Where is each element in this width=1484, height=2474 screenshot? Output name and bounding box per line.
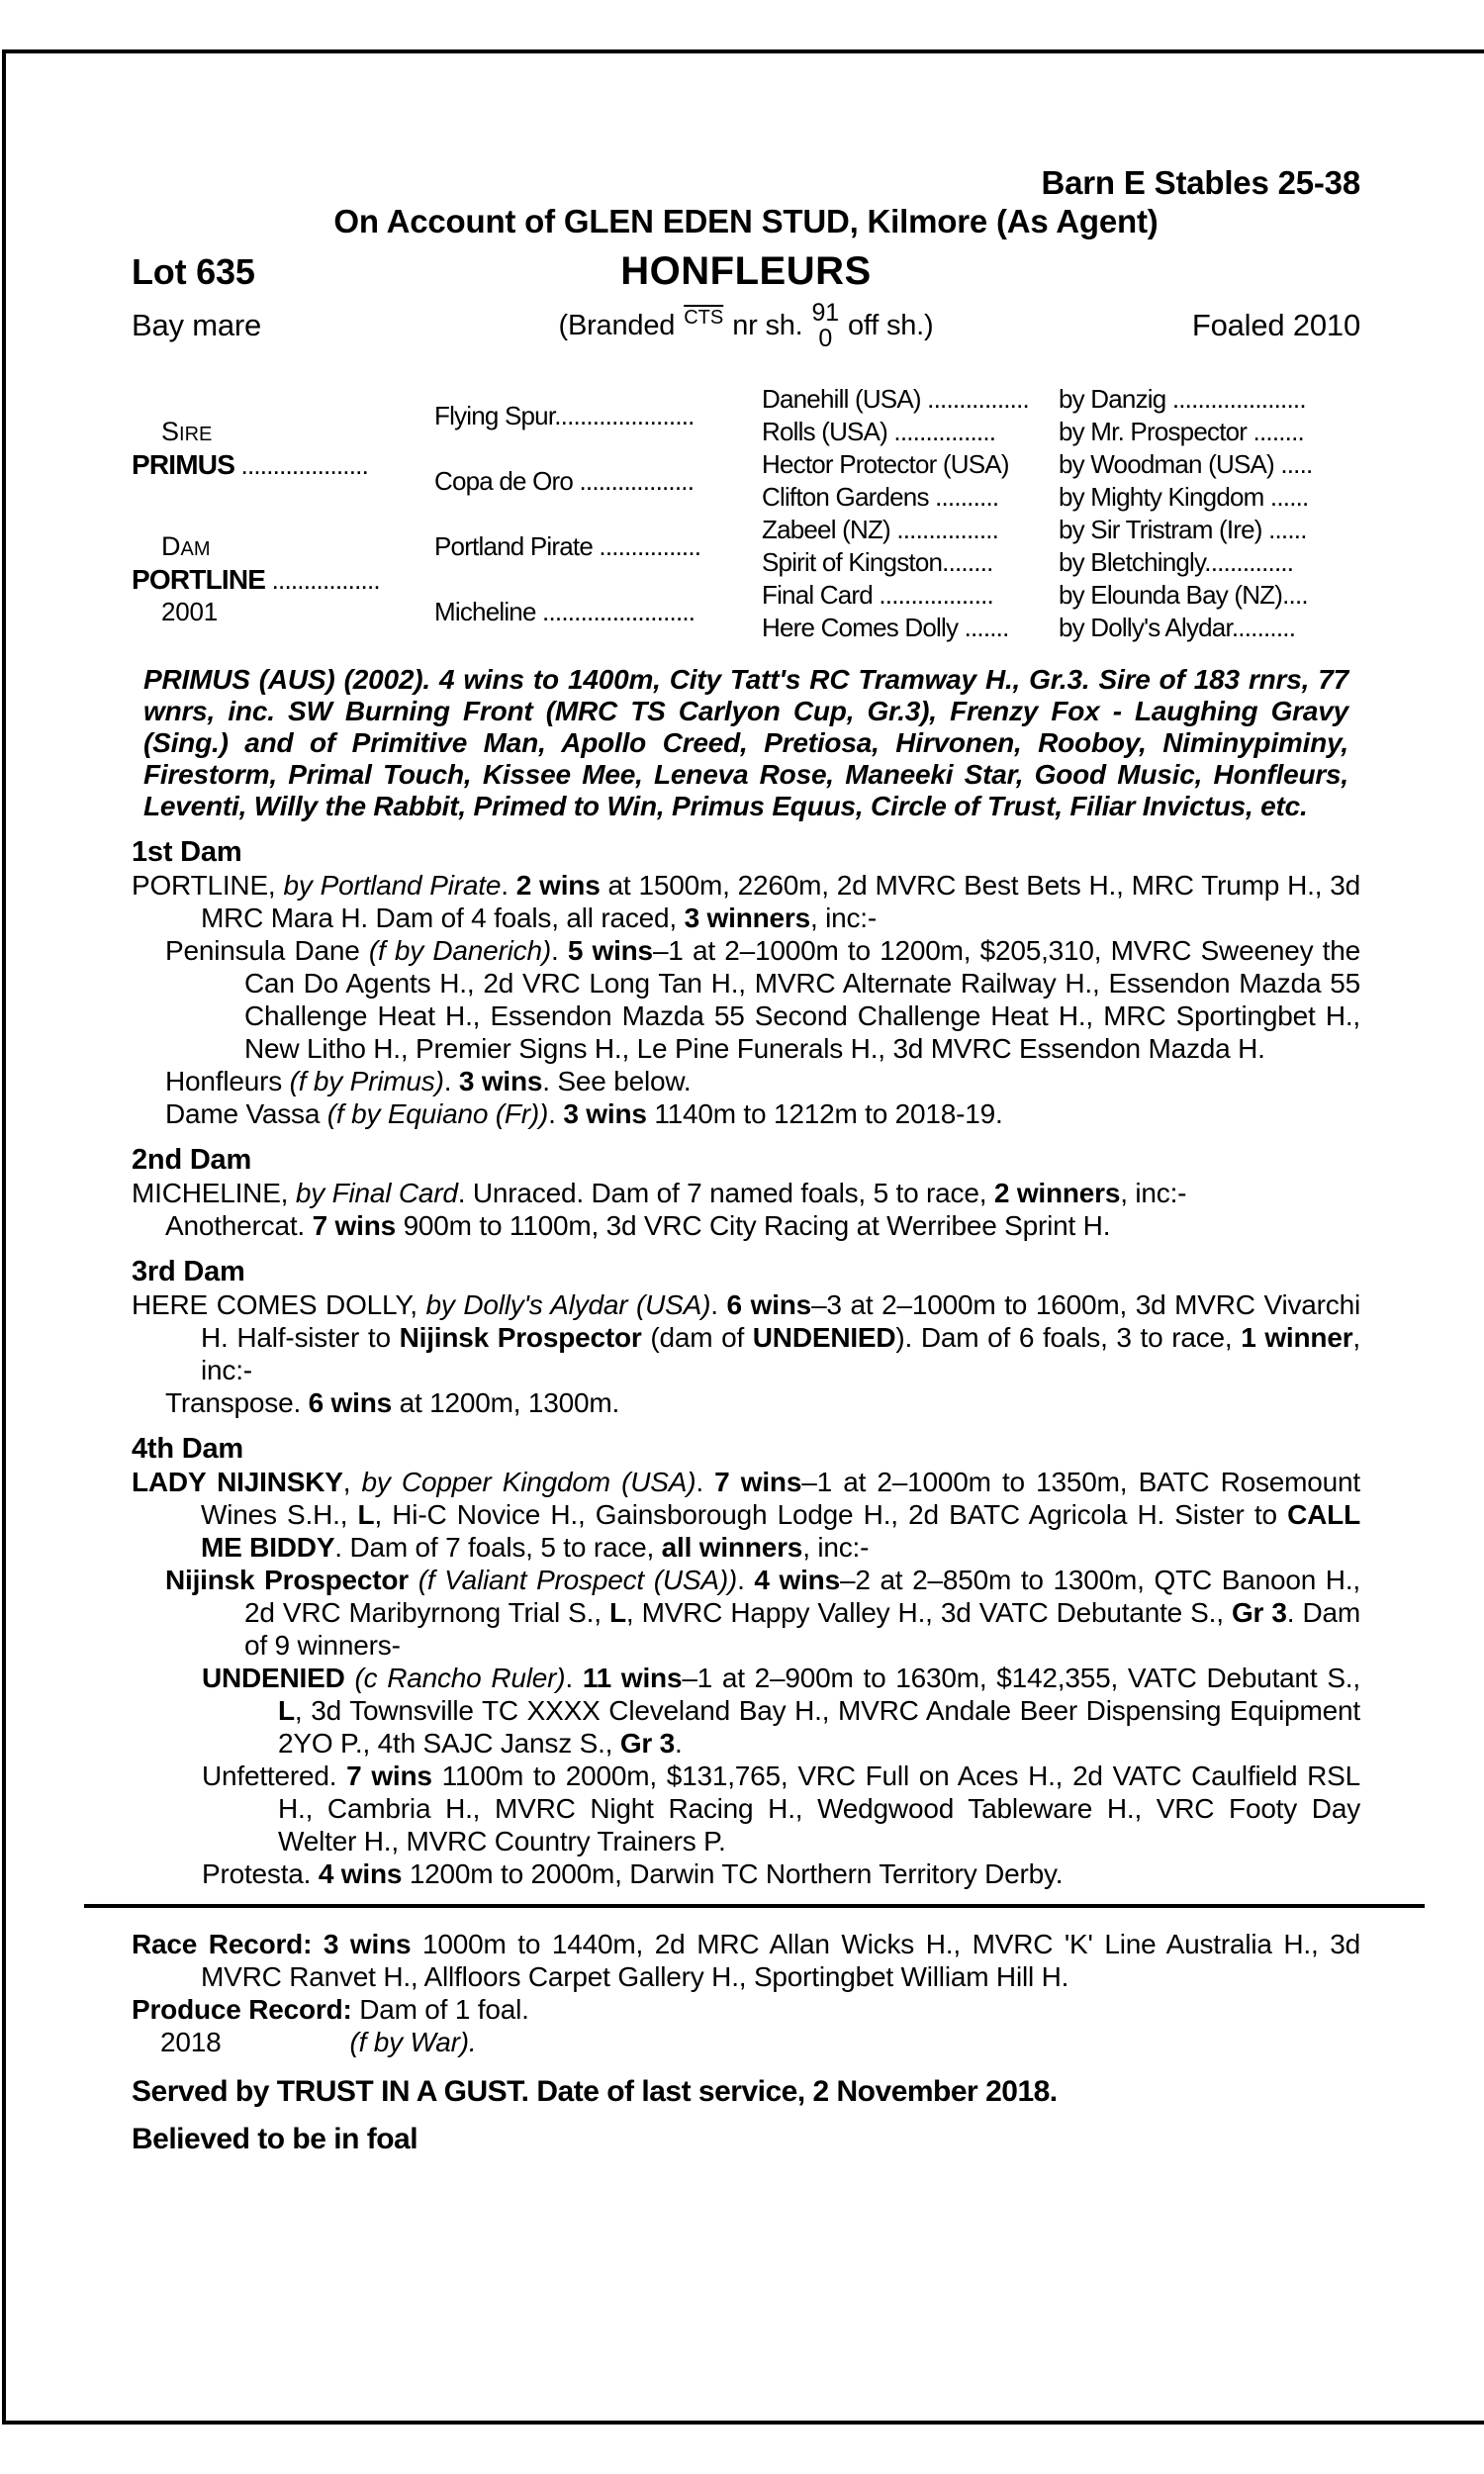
brand-mark-glyph: $\overline{CTS}$ (684, 306, 724, 329)
dam4-undenied-paragraph: UNDENIED (c Rancho Ruler). 11 wins–1 at 2–900m to 1630m, $142,355, VATC Debutant S., L, 3d Townsville TC XXXX Cleveland Bay H., MVRC Andale Beer Dispensing Equipment 2YO P., 4th SAJC Jansz S., Gr 3. (202, 1663, 1360, 1759)
branded-off-shoulder: off sh.) (847, 309, 934, 341)
vendor-account-text: On Account of GLEN EDEN STUD, Kilmore (As Agent) (333, 203, 1159, 239)
ggp-by: by Elounda Bay (NZ).... (1059, 580, 1308, 610)
ggp-name: Zabeel (NZ) ................ (762, 515, 999, 544)
heading-4th-dam: 4th Dam (132, 1433, 244, 1465)
heading-2nd-dam: 2nd Dam (132, 1144, 252, 1176)
ggp-name: Rolls (USA) ................ (762, 417, 996, 446)
dam1-dame-vassa-paragraph: Dame Vassa (f by Equiano (Fr)). 3 wins 1140m to 1212m to 2018-19. (165, 1098, 1003, 1129)
dam-foaling-year: 2001 (161, 596, 219, 626)
dam3-here-comes-dolly-paragraph: HERE COMES DOLLY, by Dolly's Alydar (USA). 6 wins–3 at 2–1000m to 1600m, 3d MVRC Vivarchi H. Half-sister to Nijinsk Prospector (dam of UNDENIED). Dam of 6 foals, 3 to race, 1 winner, inc:- (132, 1289, 1360, 1385)
dam2-anothercat-paragraph: Anothercat. 7 wins 900m to 1100m, 3d VRC City Racing at Werribee Sprint H. (165, 1210, 1111, 1241)
horse-detail-row (132, 298, 1360, 353)
lot-title-row (132, 249, 1360, 294)
ggp-name: Danehill (USA) ................ (762, 384, 1029, 414)
produce-record-paragraph: Produce Record: Dam of 1 foal. (132, 1994, 529, 2025)
ggp-by: by Mighty Kingdom ...... (1059, 482, 1309, 512)
pedigree-table (132, 383, 1360, 644)
ggp-by: by Sir Tristram (Ire) ...... (1059, 515, 1307, 544)
dam1-honfleurs-paragraph: Honfleurs (f by Primus). 3 wins. See below. (165, 1066, 692, 1096)
lot-number: Lot 635 (132, 251, 255, 292)
served-by-statement: Served by TRUST IN A GUST. Date of last service, 2 November 2018. (132, 2075, 1058, 2108)
produce-foal-line (132, 2026, 1360, 2058)
brand-number-top: 91 (811, 299, 839, 327)
sire-block (132, 383, 434, 514)
grandsire-maternal: Portland Pirate ................ (434, 530, 701, 561)
barn-stables-text: Barn E Stables 25-38 (1041, 164, 1360, 201)
dam3-transpose-paragraph: Transpose. 6 wins at 1200m, 1300m. (165, 1387, 620, 1418)
ggp-by: by Bletchingly.............. (1059, 547, 1294, 577)
produce-foal-year: 2018 (160, 2027, 222, 2057)
dam-name: PORTLINE ................. (132, 563, 380, 595)
branded-prefix: (Branded (558, 309, 676, 341)
catalogue-page (132, 0, 1360, 2157)
grandsire-paternal: Flying Spur...................... (434, 400, 695, 430)
granddam-paternal: Copa de Oro .................. (434, 465, 695, 496)
produce-foal-detail: (f by War). (349, 2027, 477, 2057)
ggp-by: by Mr. Prospector ........ (1059, 417, 1304, 446)
ggp-name: Spirit of Kingston........ (762, 547, 993, 577)
horse-name-title: HONFLEURS (620, 249, 872, 293)
horse-description: Bay mare (132, 308, 262, 342)
race-record-paragraph: Race Record: 3 wins 1000m to 1440m, 2d MRC Allan Wicks H., MVRC 'K' Line Australia H., 3d MVRC Ranvet H., Allfloors Carpet Gallery H., Sportingbet William Hill H. (132, 1929, 1361, 1992)
granddam-maternal: Micheline ........................ (434, 596, 696, 626)
ggp-name: Clifton Gardens .......... (762, 482, 999, 512)
sire-summary-paragraph: PRIMUS (AUS) (2002). 4 wins to 1400m, City Tatt's RC Tramway H., Gr.3. Sire of 183 rnrs, 77 wnrs, inc. SW Burning Front (MRC TS Carlyon Cup, Gr.3), Frenzy Fox - Laughing Gravy (Sing.) and of Primitive Man, Apollo Creed, Pretiosa, Hirvonen, Rooboy, Niminypiminy, Firestorm, Primal Touch, Kissee Mee, Leneva Rose, Maneeki Star, Good Music, Honfleurs, Leventi, Willy the Rabbit, Primed to Win, Primus Equus, Circle of Trust, Filiar Invictus, etc. (143, 664, 1348, 821)
dam-label: DAM (161, 530, 211, 561)
dam2-micheline-paragraph: MICHELINE, by Final Card. Unraced. Dam of 7 named foals, 5 to race, 2 winners, inc:- (132, 1178, 1187, 1208)
ggp-name: Hector Protector (USA) (762, 449, 1009, 479)
believed-in-foal-statement: Believed to be in foal (132, 2123, 418, 2155)
ggp-name: Here Comes Dolly ....... (762, 613, 1009, 642)
dam4-unfettered-paragraph: Unfettered. 7 wins 1100m to 2000m, $131,765, VRC Full on Aces H., 2d VATC Caulfield RSL H., Cambria H., MVRC Night Racing H., Wedgwood Tableware H., VRC Footy Day Welter H., MVRC Country Trainers P. (202, 1760, 1361, 1856)
ggp-by: by Dolly's Alydar.......... (1059, 613, 1296, 642)
ggp-name: Final Card .................. (762, 580, 993, 610)
brand-number-stack (812, 300, 839, 351)
sire-label: SIRE (161, 416, 213, 446)
dam-block (132, 514, 434, 644)
dam1-peninsula-dane-paragraph: Peninsula Dane (f by Danerich). 5 wins–1 at 2–1000m to 1200m, $205,310, MVRC Sweeney the Can Do Agents H., 2d VRC Long Tan H., MVRC Alternate Railway H., Essendon Mazda 55 Challenge Heat H., Essendon Mazda 55 Second Challenge Heat H., MRC Sportingbet H., New Litho H., Premier Signs H., Le Pine Funerals H., 3d MVRC Essendon Mazda H. (165, 935, 1360, 1064)
branded-near-shoulder: nr sh. (732, 309, 803, 341)
dam4-lady-nijinsky-paragraph: LADY NIJINSKY, by Copper Kingdom (USA). 7 wins–1 at 2–1000m to 1350m, BATC Rosemount Wines S.H., L, Hi-C Novice H., Gainsborough Lodge H., 2d BATC Agricola H. Sister to CALL ME BIDDY. Dam of 7 foals, 5 to race, all winners, inc:- (132, 1467, 1360, 1563)
dam4-protesta-paragraph: Protesta. 4 wins 1200m to 2000m, Darwin TC Northern Territory Derby. (202, 1858, 1064, 1889)
foaled-year: Foaled 2010 (1191, 308, 1360, 342)
heading-1st-dam: 1st Dam (132, 836, 242, 868)
ggp-by: by Danzig ..................... (1059, 384, 1306, 414)
dam1-portline-paragraph: PORTLINE, by Portland Pirate. 2 wins at 1500m, 2260m, 2d MVRC Best Bets H., MRC Trump H., 3d MRC Mara H. Dam of 4 foals, all raced, 3 winners, inc:- (132, 870, 1361, 933)
sire-name: PRIMUS .................... (132, 448, 369, 480)
heading-3rd-dam: 3rd Dam (132, 1256, 245, 1287)
brand-description (428, 300, 1064, 351)
ggp-by: by Woodman (USA) ..... (1059, 449, 1313, 479)
dam4-nijinsk-prospector-paragraph: Nijinsk Prospector (f Valiant Prospect (USA)). 4 wins–2 at 2–850m to 1300m, QTC Banoon H., 2d VRC Maribyrnong Trial S., L, MVRC Happy Valley H., 3d VATC Debutante S., Gr 3. Dam of 9 winners- (165, 1565, 1360, 1661)
brand-number-bottom: 0 (818, 325, 833, 352)
separator-rule (84, 1904, 1425, 1908)
